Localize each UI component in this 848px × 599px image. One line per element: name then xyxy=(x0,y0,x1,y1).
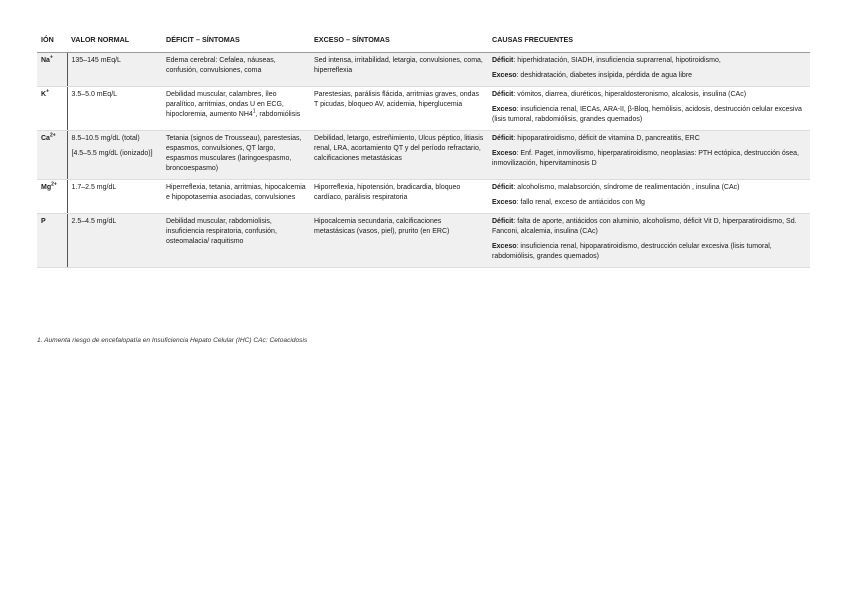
ion-charge: + xyxy=(49,54,53,61)
ion-charge: 2+ xyxy=(49,132,56,139)
excess-symptoms-cell: Hiporreflexia, hipotensión, bradicardia, bloqueo cardíaco, parálisis respiratoria xyxy=(310,180,488,214)
ion-cell xyxy=(37,214,67,268)
table-row-na xyxy=(37,53,810,87)
deficit-symptoms-cell: Tetania (signos de Trousseau), parestesias, espasmos, convulsiones, QT largo, espasmos musculares (laringoespasmo, broncoespasmo) xyxy=(162,131,310,180)
footnote-marker: 1 xyxy=(252,108,256,115)
causes-cell xyxy=(488,53,810,87)
table-row-mg xyxy=(37,180,810,214)
header-deficit-symptoms: DÉFICIT – SÍNTOMAS xyxy=(162,33,310,53)
ion-symbol: Na xyxy=(41,57,50,64)
deficit-symptoms-cell: Debilidad muscular, calambres, íleo paralítico, arritmias, ondas U en ECG, hipocloremia, aumento NH4$^1$, rabdomiólisis xyxy=(162,87,310,131)
excess-symptoms-cell: Hipocalcemia secundaria, calcificaciones metastásicas (vasos, piel), prurito (en ERC) xyxy=(310,214,488,268)
cause-excess: Exceso: Enf. Paget, inmovilismo, hiperparatiroidismo, neoplasias: PTH ectópica, destrucción ósea, inmovilización, hipervitaminosis D xyxy=(492,150,799,167)
ion-charge: 2+ xyxy=(51,181,57,188)
causes-cell xyxy=(488,87,810,131)
cause-excess: Exceso: deshidratación, diabetes insípida, pérdida de agua libre xyxy=(492,72,693,79)
table-header-row xyxy=(37,33,810,53)
excess-symptoms-cell: Parestesias, parálisis flácida, arritmias graves, ondas T picudas, bloqueo AV, acidemia, hiperglucemia xyxy=(310,87,488,131)
normal-value-cell: 1.7–2.5 mg/dL xyxy=(67,180,162,214)
header-ion: IÓN xyxy=(37,33,67,53)
causes-cell xyxy=(488,214,810,268)
normal-value-cell: 2.5–4.5 mg/dL xyxy=(67,214,162,268)
cause-deficit: Déficit: hipoparatiroidismo, déficit de vitamina D, pancreatitis, ERC xyxy=(492,135,700,142)
electrolytes-table xyxy=(37,33,810,268)
cause-excess: Exceso: insuficiencia renal, IECAs, ARA-II, β-Bloq, hemólisis, acidosis, destrucción celular excesiva (lisis tumoral, rabdomiólisis, grandes quemados) xyxy=(492,106,802,123)
cause-deficit: Déficit: vómitos, diarrea, diuréticos, hiperaldosteronismo, alcalosis, insulina (CAc) xyxy=(492,91,747,98)
header-frequent-causes: CAUSAS FRECUENTES xyxy=(488,33,810,53)
excess-symptoms-cell: Sed intensa, irritabilidad, letargia, convulsiones, coma, hiperreflexia xyxy=(310,53,488,87)
ion-cell xyxy=(37,87,67,131)
normal-value-cell: 8.5–10.5 mg/dL (total) [4.5–5.5 mg/dL (ionizado)] xyxy=(67,131,162,180)
deficit-symptoms-cell: Edema cerebral: Cefalea, náuseas, confusión, convulsiones, coma xyxy=(162,53,310,87)
normal-value-cell: 3.5–5.0 mEq/L xyxy=(67,87,162,131)
header-excess-symptoms: EXCESO – SÍNTOMAS xyxy=(310,33,488,53)
cause-excess: Exceso: fallo renal, exceso de antiácidos con Mg xyxy=(492,199,645,206)
causes-cell xyxy=(488,131,810,180)
table-row-k xyxy=(37,87,810,131)
ion-symbol: P xyxy=(41,218,46,225)
ion-charge: + xyxy=(46,88,49,95)
cause-excess: Exceso: insuficiencia renal, hipoparatiroidismo, destrucción celular excesiva (lisis tumoral, rabdomiólisis, grandes quemados) xyxy=(492,243,772,260)
ion-symbol: K xyxy=(41,91,47,98)
table-row-ca xyxy=(37,131,810,180)
cause-deficit: Déficit: hiperhidratación, SIADH, insuficiencia suprarrenal, hipotiroidismo, xyxy=(492,57,721,64)
ion-cell xyxy=(37,53,67,87)
header-normal-value: VALOR NORMAL xyxy=(67,33,162,53)
ion-cell xyxy=(37,180,67,214)
table-row-p xyxy=(37,214,810,268)
excess-symptoms-cell: Debilidad, letargo, estreñimiento, Ulcus péptico, litiasis renal, LRA, acortamiento QT y del período refractario, calcificaciones metastásicas xyxy=(310,131,488,180)
ion-cell xyxy=(37,131,67,180)
cause-deficit: Déficit: falta de aporte, antiácidos con aluminio, alcoholismo, déficit Vit D, hiperparatiroidismo, Sd. Fanconi, alcalemia, insulina (CAc) xyxy=(492,218,797,235)
cause-deficit: Déficit: alcoholismo, malabsorción, síndrome de realimentación , insulina (CAc) xyxy=(492,184,740,191)
normal-value-cell: 135–145 mEq/L xyxy=(67,53,162,87)
deficit-symptoms-cell: Debilidad muscular, rabdomiolisis, insuficiencia respiratoria, confusión, osteomalacia/ raquitismo xyxy=(162,214,310,268)
causes-cell xyxy=(488,180,810,214)
deficit-symptoms-cell: Hiperreflexia, tetania, arritmias, hipocalcemia e hipopotasemia asociadas, convulsiones xyxy=(162,180,310,214)
ion-symbol: Ca xyxy=(41,135,50,142)
table-footnote: 1. Aumenta riesgo de encefalopatía en Insuficiencia Hepato Celular (IHC) CAc: Cetoacidosis xyxy=(37,337,308,344)
ion-symbol: Mg xyxy=(41,184,52,191)
